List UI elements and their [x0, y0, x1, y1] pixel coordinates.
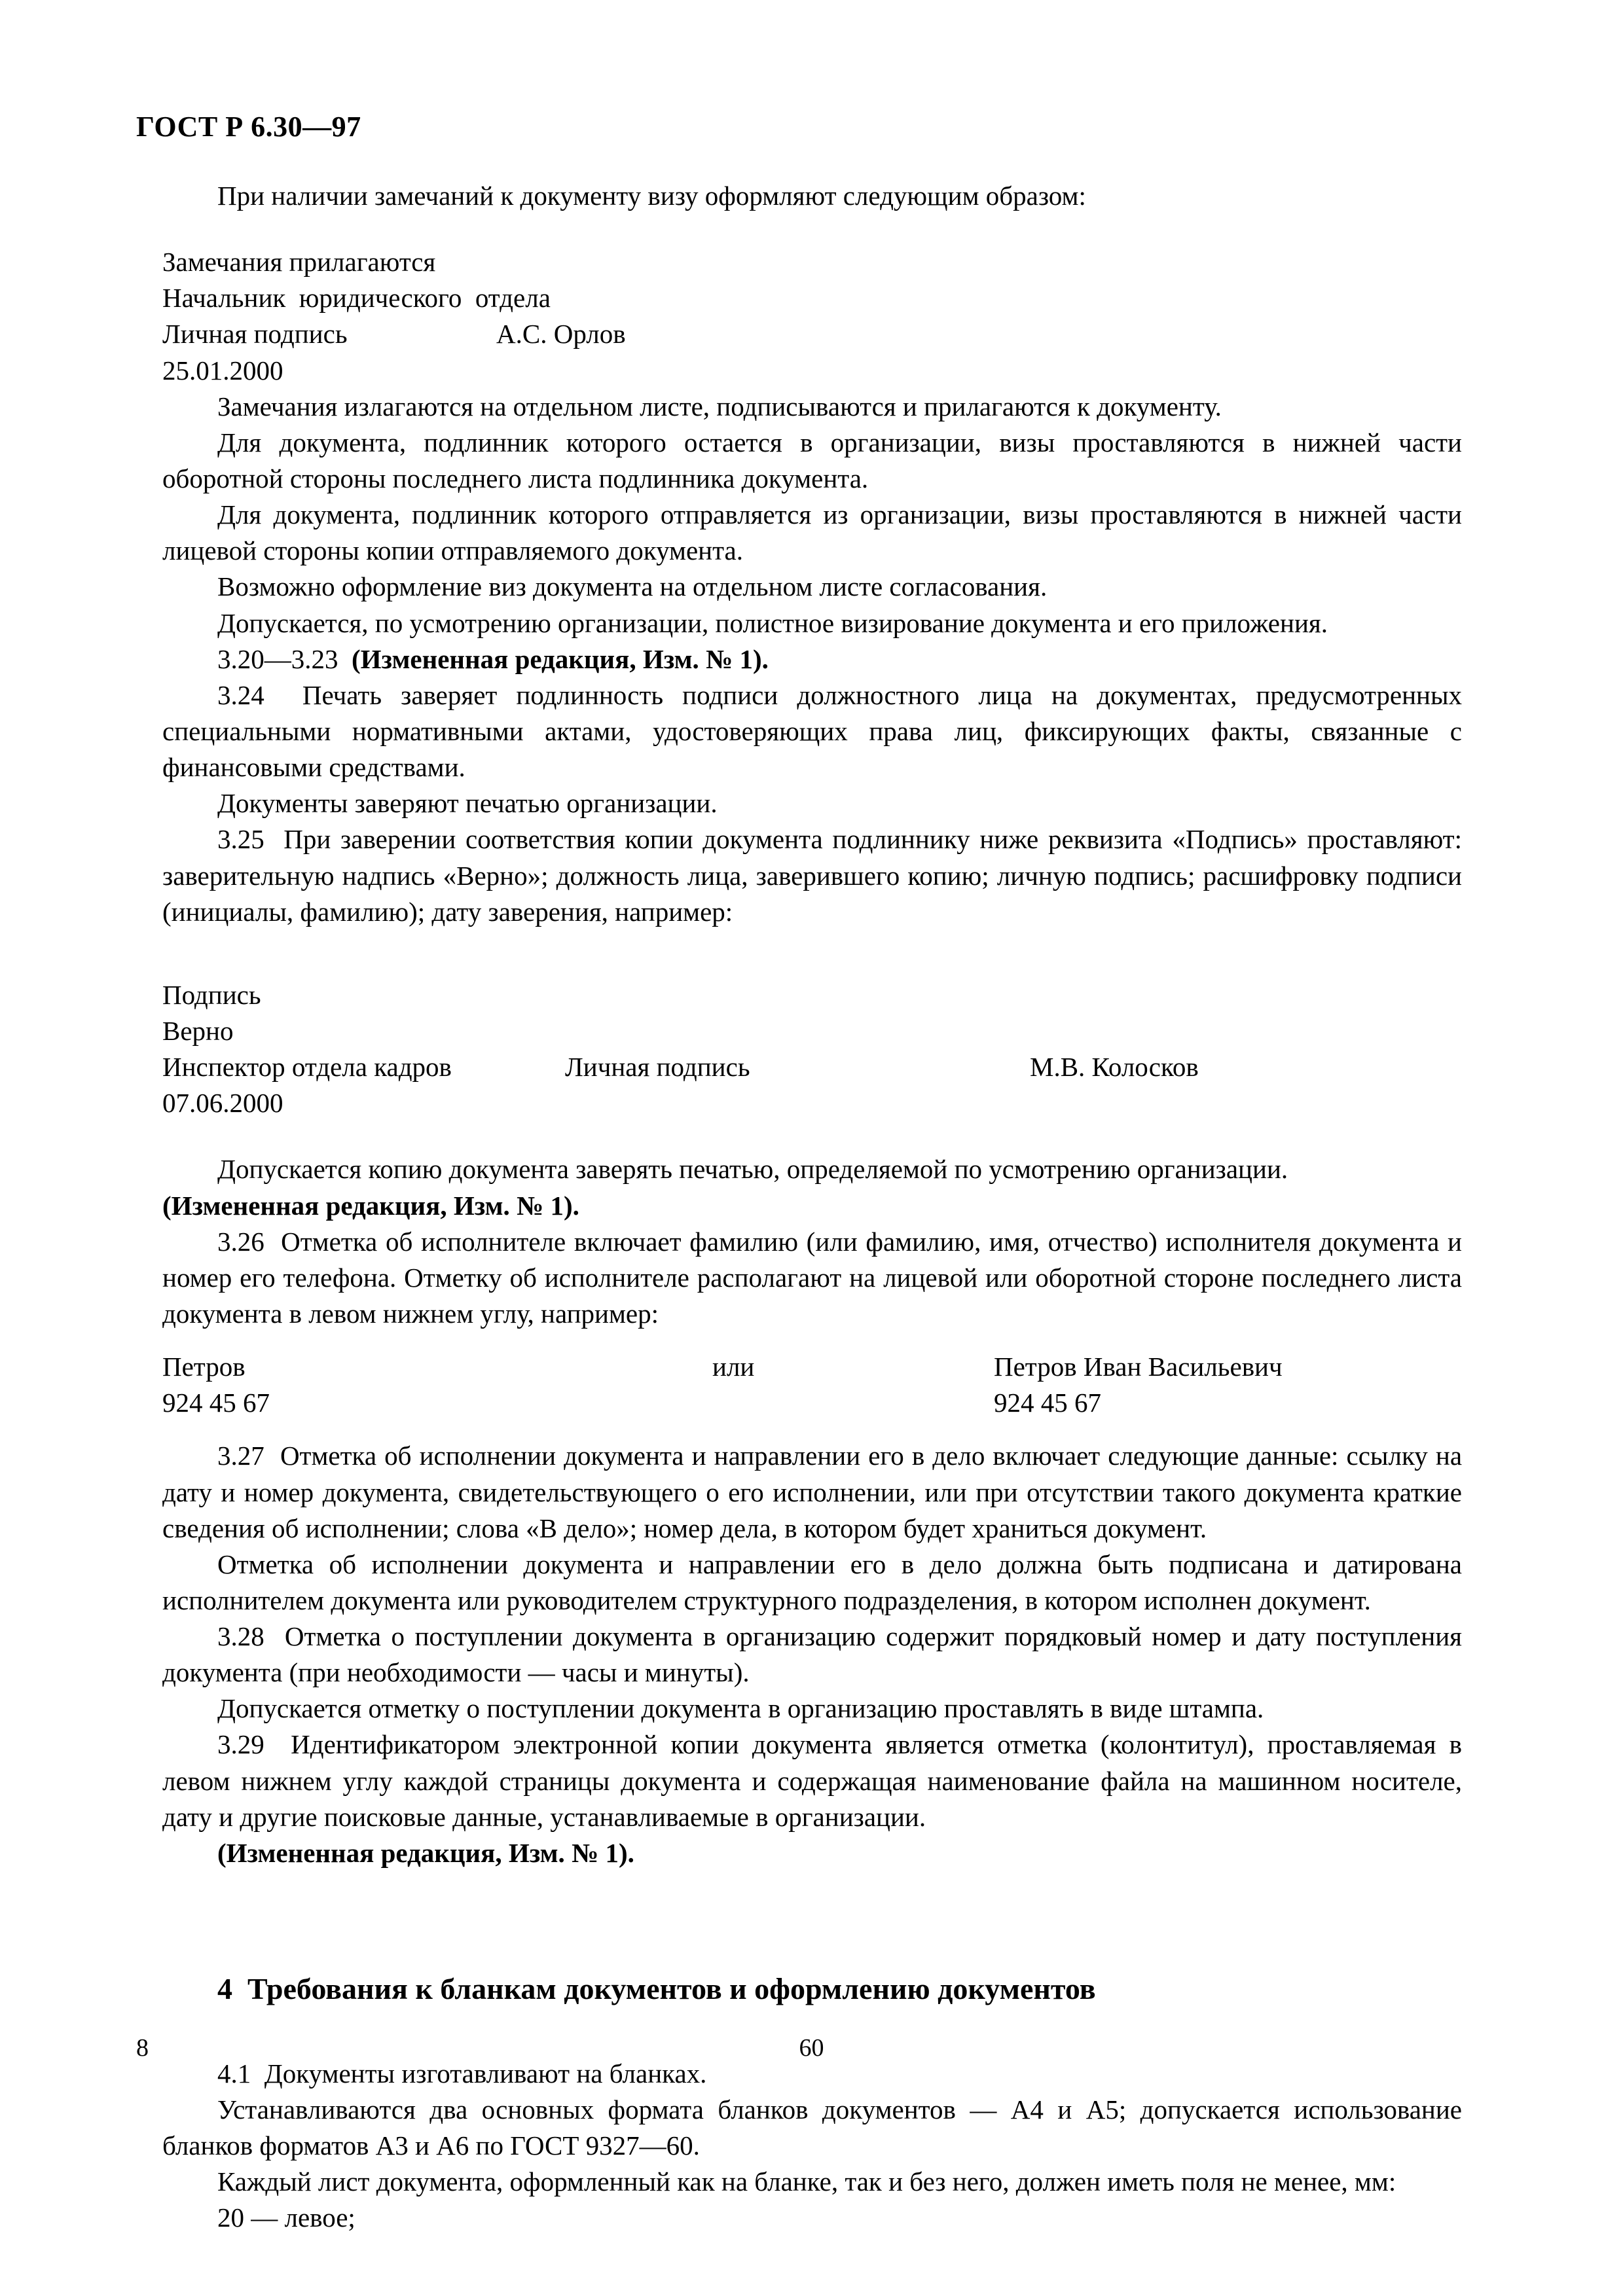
- example-executor-fullname: Петров Иван Васильевич: [994, 1352, 1283, 1382]
- clause-3-20-3-23-number: 3.20—3.23: [217, 643, 338, 674]
- clause-3-29: [162, 1727, 1462, 1835]
- clause-3-26: [162, 1224, 1462, 1332]
- clause-3-24-text: Печать заверяет подлинность подписи должностного лица на документах, предусмотренных специальными нормативными актами, удостоверяющих права лиц, фиксирующих факты, связанные с финансовыми средствами.: [162, 679, 1462, 783]
- example-visa-line-position: Начальник юридического отдела: [162, 283, 551, 314]
- clause-3-26-number: 3.26: [217, 1226, 264, 1257]
- clause-4-1-text: Документы изготавливают на бланках.: [264, 2058, 707, 2089]
- example-certify-signature-row: [162, 1049, 1462, 1085]
- revision-note-after-3-29: (Измененная редакция, Изм. № 1).: [217, 1837, 634, 1868]
- example-block-visa: [162, 244, 1462, 389]
- paragraph-blank-formats: Устанавливаются два основных формата бланков документов — А4 и А5; допускается использование бланков форматов А3 и А6 по ГОСТ 9327—60.: [162, 2094, 1462, 2161]
- example-visa-signer-name: А.С. Орлов: [496, 319, 626, 350]
- clause-3-25: [162, 821, 1462, 929]
- paragraph-page-by-page-visa: Допускается, по усмотрению организации, полистное визирование документа и его приложения.: [217, 607, 1328, 638]
- example-executor-name-row: [162, 1349, 1462, 1385]
- example-executor-phone-right: 924 45 67: [994, 1388, 1101, 1418]
- example-visa-signature-row: [162, 316, 1462, 352]
- section-4-number: 4: [217, 1972, 232, 2006]
- paragraph-intro-visa: При наличии замечаний к документу визу оформляют следующим образом:: [217, 181, 1086, 211]
- clause-3-20-3-23: [162, 641, 1462, 677]
- clause-3-26-text: Отметка об исполнителе включает фамилию (или фамилию, имя, отчество) исполнителя документа и номер его телефона. Отметку об исполнителе располагают на лицевой или оборотной стороне последнего листа документа в левом нижнем углу, например:: [162, 1226, 1463, 1329]
- paragraph-documents-certified-by-seal: Документы заверяют печатью организации.: [217, 788, 718, 819]
- paragraph-original-sent: Для документа, подлинник которого отправляется из организации, визы проставляются в нижней части лицевой стороны копии отправляемого документа.: [162, 499, 1462, 566]
- example-certify-name: М.В. Колосков: [1030, 1052, 1199, 1083]
- paragraph-margins-intro: Каждый лист документа, оформленный как на бланке, так и без него, должен иметь поля не менее, мм:: [217, 2166, 1396, 2197]
- clause-3-28-text: Отметка о поступлении документа в организацию содержит порядковый номер и дату поступления документа (при необходимости — часы и минуты).: [162, 1621, 1463, 1688]
- list-item-margin-left: 20 — левое;: [217, 2202, 356, 2233]
- example-executor-phone-row: [162, 1385, 1462, 1421]
- paragraph-original-stays: Для документа, подлинник которого остается в организации, визы проставляются в нижней части оборотной стороны последнего листа подлинника документа.: [162, 427, 1462, 493]
- clause-3-24: [162, 677, 1462, 785]
- clause-4-1-number: 4.1: [217, 2058, 251, 2089]
- example-certify-signature-label: Личная подпись: [565, 1052, 750, 1083]
- paragraph-separate-approval-sheet: Возможно оформление виз документа на отдельном листе согласования.: [217, 571, 1048, 602]
- example-executor-surname: Петров: [162, 1352, 246, 1382]
- example-visa-signature-label: Личная подпись: [162, 319, 348, 350]
- example-certify-line-verno: Верно: [162, 1015, 234, 1046]
- clause-3-29-text: Идентификатором электронной копии документа является отметка (колонтитул), проставляемая в левом нижнем углу каждой страницы документа и содержащая наименование файла на машинном носителе, дату и другие поисковые данные, устанавливаемые в организации.: [162, 1729, 1462, 1832]
- example-block-certification: [162, 977, 1462, 1122]
- clause-3-27-text: Отметка об исполнении документа и направлении его в дело включает следующие данные: ссылку на дату и номер документа, свидетельствующего о его исполнении, или при отсутствии такого документа краткие сведения об исполнении; слова «В дело»; номер дела, в котором будет храниться документ.: [162, 1441, 1463, 1543]
- section-4-title: Требования к бланкам документов и оформлению документов: [247, 1972, 1096, 2006]
- clause-3-27-number: 3.27: [217, 1441, 264, 1471]
- clause-3-28-number: 3.28: [217, 1621, 264, 1652]
- footer-page-number-inner: 60: [799, 2034, 824, 2062]
- example-visa-line-remarks-attached: Замечания прилагаются: [162, 247, 436, 278]
- text-column: [162, 178, 1462, 2236]
- example-executor-phone-left: 924 45 67: [162, 1388, 270, 1418]
- example-certify-role: Инспектор отдела кадров: [162, 1052, 452, 1083]
- footer-page-number-outer: 8: [136, 2034, 149, 2062]
- running-header-standard-number: ГОСТ Р 6.30—97: [136, 111, 361, 143]
- paragraph-3-28-stamp: Допускается отметку о поступлении документа в организацию проставлять в виде штампа.: [217, 1693, 1264, 1724]
- clause-3-28: [162, 1619, 1462, 1691]
- clause-3-20-3-23-revision-note: (Измененная редакция, Изм. № 1).: [352, 643, 769, 674]
- clause-3-24-number: 3.24: [217, 679, 264, 710]
- clause-3-25-number: 3.25: [217, 824, 264, 855]
- example-executor-separator-or: или: [712, 1352, 755, 1382]
- clause-3-25-text: При заверении соответствия копии документа подлиннику ниже реквизита «Подпись» проставляют: заверительную надпись «Верно»; должность лица, заверившего копию; личную подпись; расшифровку подписи (инициалы, фамилию); дату заверения, например:: [162, 824, 1462, 927]
- paragraph-copy-seal-discretion: Допускается копию документа заверять печатью, определяемой по усмотрению организации.: [217, 1154, 1288, 1185]
- example-certify-line-date: 07.06.2000: [162, 1088, 283, 1119]
- clause-3-27: [162, 1438, 1462, 1546]
- paragraph-remarks-separate-sheet: Замечания излагаются на отдельном листе, подписываются и прилагаются к документу.: [217, 391, 1222, 422]
- revision-note-after-3-25: (Измененная редакция, Изм. № 1).: [162, 1190, 579, 1221]
- example-block-executor: [162, 1349, 1462, 1421]
- example-certify-line-signature: Подпись: [162, 979, 261, 1010]
- example-visa-line-date: 25.01.2000: [162, 355, 283, 386]
- section-4-heading: [162, 1969, 1462, 2009]
- clause-3-29-number: 3.29: [217, 1729, 264, 1760]
- paragraph-3-27-signed-dated: Отметка об исполнении документа и направлении его в дело должна быть подписана и датирована исполнителем документа или руководителем структурного подразделения, в котором исполнен документ.: [162, 1549, 1462, 1615]
